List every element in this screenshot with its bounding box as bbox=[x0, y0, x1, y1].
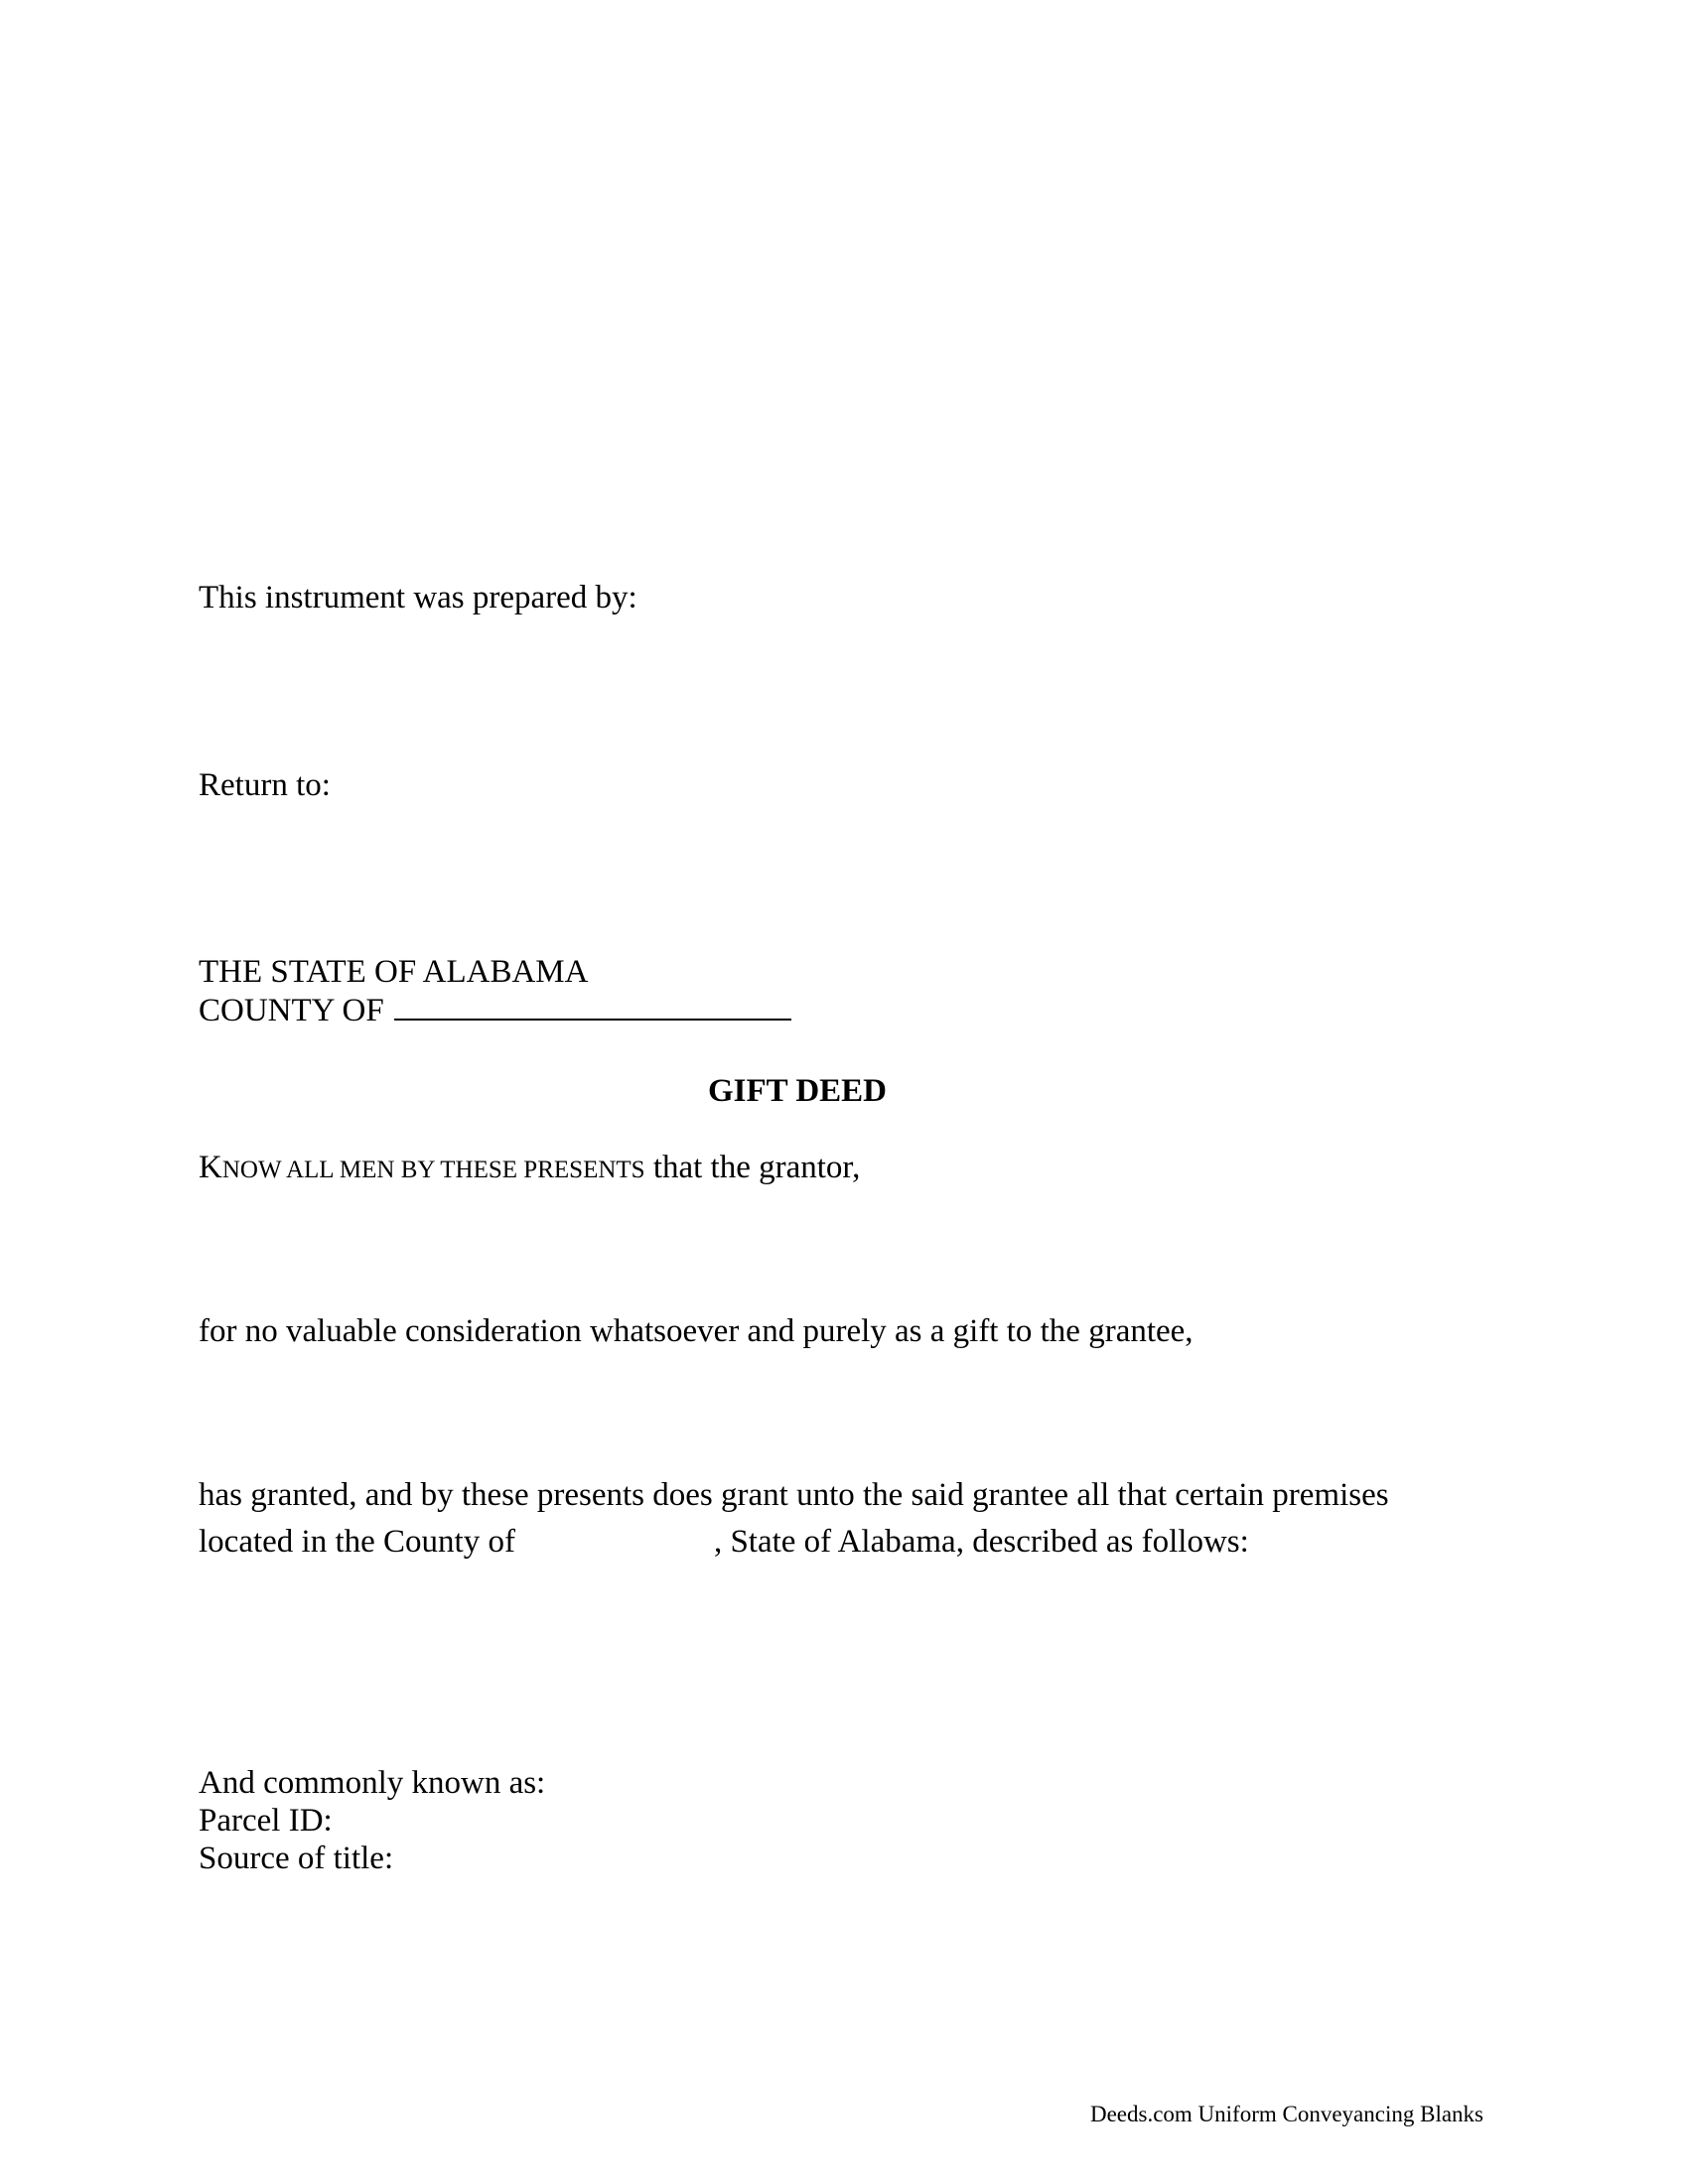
parcel-id-label: Parcel ID: bbox=[199, 1803, 333, 1839]
source-of-title-label: Source of title: bbox=[199, 1841, 394, 1876]
footer-text: Deeds.com Uniform Conveyancing Blanks bbox=[1089, 2102, 1483, 2126]
consideration-line: for no valuable consideration whatsoever and purely as a gift to the grantee, bbox=[199, 1313, 1194, 1349]
prepared-by-label: This instrument was prepared by: bbox=[199, 580, 637, 615]
deed-title: GIFT DEED bbox=[707, 1073, 888, 1109]
commonly-known-label: And commonly known as: bbox=[199, 1765, 546, 1801]
located-prefix: located in the County of bbox=[199, 1524, 515, 1560]
know-all-initial: K bbox=[199, 1150, 222, 1185]
know-all-line bbox=[199, 1149, 860, 1189]
county-blank-line bbox=[394, 991, 791, 1021]
return-to-label: Return to: bbox=[199, 767, 331, 803]
know-all-smallcaps: NOW ALL MEN BY THESE PRESENTS bbox=[221, 1157, 645, 1183]
located-line bbox=[199, 1523, 1249, 1561]
state-line: THE STATE OF ALABAMA bbox=[199, 954, 589, 990]
granted-line: has granted, and by these presents does grant unto the said grantee all that certain premises bbox=[199, 1477, 1389, 1513]
county-line bbox=[199, 991, 791, 1029]
county-label: COUNTY OF bbox=[199, 993, 384, 1028]
know-all-tail: that the grantor, bbox=[644, 1150, 861, 1185]
located-suffix: , State of Alabama, described as follows: bbox=[713, 1524, 1249, 1560]
